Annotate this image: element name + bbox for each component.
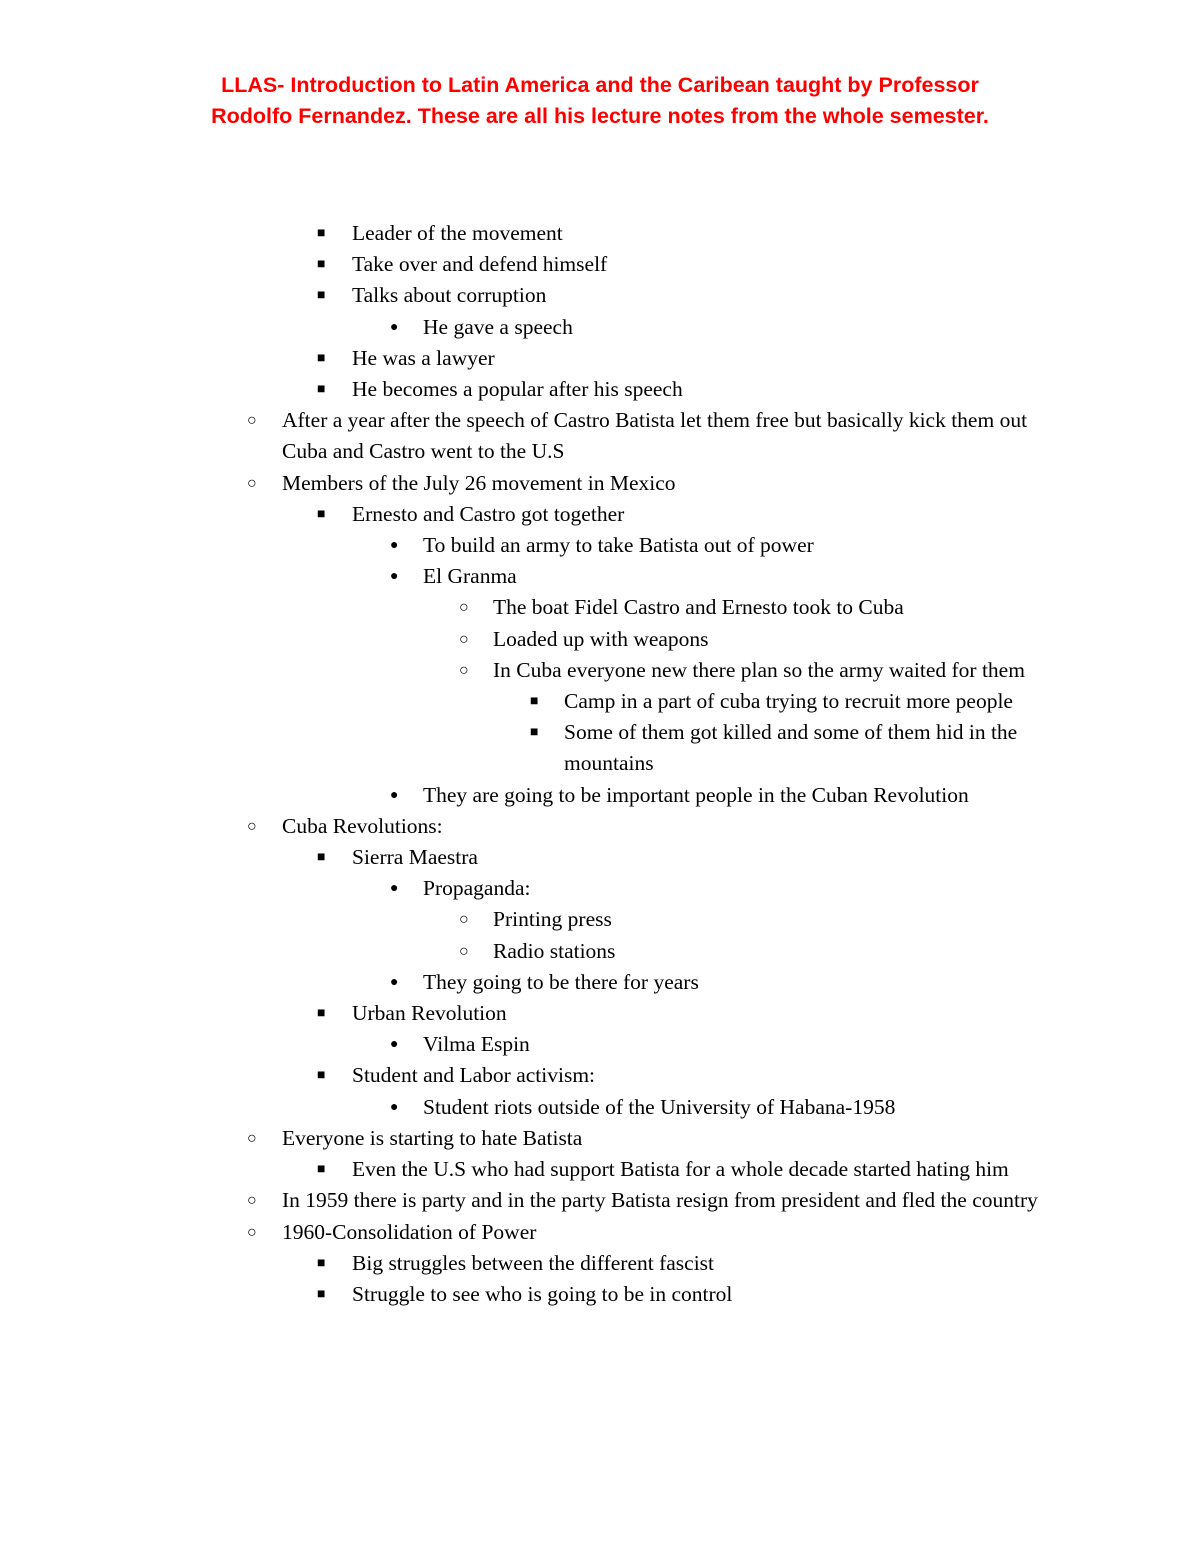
square-bullet-icon: ■	[317, 1162, 326, 1178]
list-item: ○ In 1959 there is party and in the party Batista resign from president and fled the country	[0, 1185, 1200, 1216]
dot-bullet-icon: ●	[390, 1099, 399, 1115]
circle-bullet-icon: ○	[459, 942, 469, 960]
dot-bullet-icon: ●	[390, 538, 399, 554]
circle-bullet-icon: ○	[247, 1192, 257, 1210]
list-item: ○ Everyone is starting to hate Batista	[0, 1123, 1200, 1154]
list-item: ■ Student and Labor activism:	[0, 1060, 1200, 1091]
circle-bullet-icon: ○	[247, 474, 257, 492]
list-item: ○ Members of the July 26 movement in Mexico	[0, 468, 1200, 499]
list-item: ■ Camp in a part of cuba trying to recruit more people	[0, 686, 1200, 717]
circle-bullet-icon: ○	[459, 661, 469, 679]
list-item: ● El Granma	[0, 561, 1200, 592]
dot-bullet-icon: ●	[390, 974, 399, 990]
list-item: ■ Leader of the movement	[0, 218, 1200, 249]
circle-bullet-icon: ○	[247, 817, 257, 835]
list-item: ■ Ernesto and Castro got together	[0, 499, 1200, 530]
square-bullet-icon: ■	[317, 1006, 326, 1022]
list-item: ■ He becomes a popular after his speech	[0, 374, 1200, 405]
list-item: ■ Urban Revolution	[0, 998, 1200, 1029]
list-item: ○ After a year after the speech of Castro Batista let them free but basically kick them out Cuba and Castro went to the U.S	[0, 405, 1200, 467]
list-item: ■ Some of them got killed and some of them hid in the mountains	[0, 717, 1200, 779]
lecture-notes-list	[0, 218, 1200, 1310]
list-item: ○ Radio stations	[0, 936, 1200, 967]
dot-bullet-icon: ●	[390, 1037, 399, 1053]
list-item: ○ In Cuba everyone new there plan so the army waited for them	[0, 655, 1200, 686]
square-bullet-icon: ■	[317, 350, 326, 366]
square-bullet-icon: ■	[530, 725, 539, 741]
list-item: ● Propaganda:	[0, 873, 1200, 904]
circle-bullet-icon: ○	[459, 911, 469, 929]
square-bullet-icon: ■	[317, 226, 326, 241]
list-item: ● They going to be there for years	[0, 967, 1200, 998]
list-item: ● He gave a speech	[0, 312, 1200, 343]
list-item: ■ Take over and defend himself	[0, 249, 1200, 280]
circle-bullet-icon: ○	[247, 412, 257, 430]
square-bullet-icon: ■	[317, 288, 326, 304]
header-line-1: LLAS- Introduction to Latin America and the Caribean taught by Professor	[221, 73, 979, 97]
header-line-2: Rodolfo Fernandez. These are all his lecture notes from the whole semester.	[211, 104, 989, 128]
list-item: ○ Printing press	[0, 904, 1200, 935]
list-item: ■ Talks about corruption	[0, 280, 1200, 311]
list-item: ● Vilma Espin	[0, 1029, 1200, 1060]
list-item: ■ Sierra Maestra	[0, 842, 1200, 873]
dot-bullet-icon: ●	[390, 881, 399, 897]
circle-bullet-icon: ○	[247, 1223, 257, 1241]
list-item: ■ Struggle to see who is going to be in control	[0, 1279, 1200, 1310]
square-bullet-icon: ■	[317, 1286, 326, 1302]
dot-bullet-icon: ●	[390, 787, 399, 803]
square-bullet-icon: ■	[317, 257, 326, 273]
square-bullet-icon: ■	[317, 506, 326, 522]
list-item: ■ He was a lawyer	[0, 343, 1200, 374]
list-item: ○ 1960-Consolidation of Power	[0, 1217, 1200, 1248]
list-item: ■ Even the U.S who had support Batista for a whole decade started hating him	[0, 1154, 1200, 1185]
list-item: ● To build an army to take Batista out of power	[0, 530, 1200, 561]
list-item: ○ The boat Fidel Castro and Ernesto took to Cuba	[0, 592, 1200, 623]
list-item: ○ Cuba Revolutions:	[0, 811, 1200, 842]
square-bullet-icon: ■	[317, 850, 326, 866]
square-bullet-icon: ■	[317, 382, 326, 398]
list-item: ○ Loaded up with weapons	[0, 624, 1200, 655]
dot-bullet-icon: ●	[390, 319, 399, 335]
circle-bullet-icon: ○	[247, 1129, 257, 1147]
circle-bullet-icon: ○	[459, 630, 469, 648]
square-bullet-icon: ■	[530, 694, 539, 710]
circle-bullet-icon: ○	[459, 599, 469, 617]
list-item: ■ Big struggles between the different fascist	[0, 1248, 1200, 1279]
document-header	[0, 70, 1200, 132]
list-item: ● Student riots outside of the University of Habana-1958	[0, 1092, 1200, 1123]
square-bullet-icon: ■	[317, 1068, 326, 1084]
list-item: ● They are going to be important people in the Cuban Revolution	[0, 780, 1200, 811]
square-bullet-icon: ■	[317, 1255, 326, 1271]
dot-bullet-icon: ●	[390, 569, 399, 585]
